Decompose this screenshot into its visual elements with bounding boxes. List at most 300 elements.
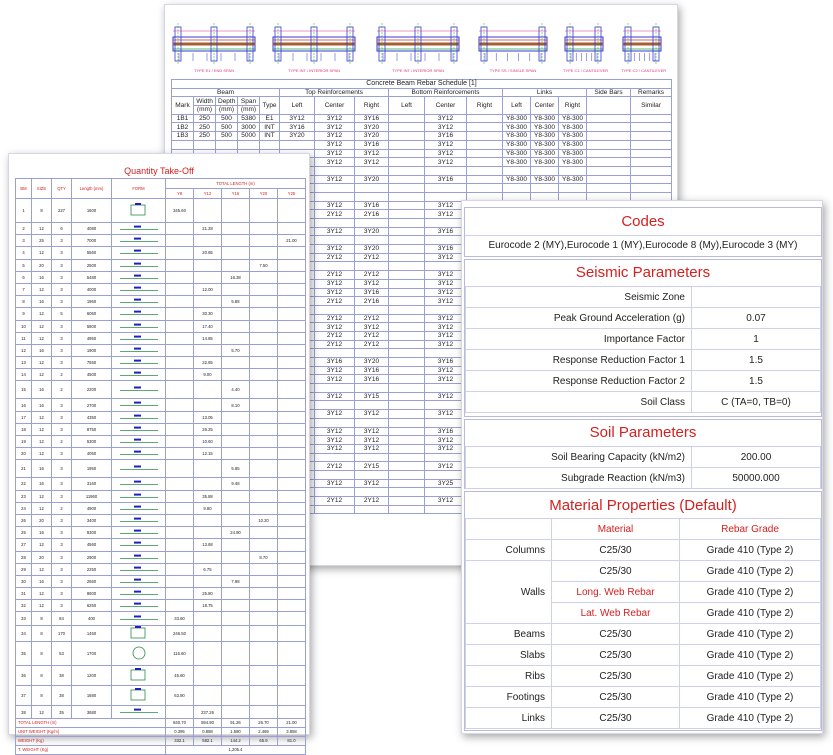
table-cell: Y8-300 <box>503 140 531 149</box>
beam-elevation-sketch <box>271 19 357 67</box>
table-cell: 38 <box>16 706 32 718</box>
table-cell: 3160 <box>72 478 112 490</box>
table-cell: 3 <box>52 296 72 308</box>
bar-shape-icon <box>112 308 166 318</box>
table-cell: 12 <box>32 448 52 460</box>
footer-value: 2.469 <box>250 727 278 736</box>
table-cell: Y8-300 <box>531 114 559 123</box>
table-cell <box>194 296 222 308</box>
table-cell: 8750 <box>72 423 112 435</box>
table-cell <box>250 642 278 666</box>
table-cell: 8 <box>16 296 32 308</box>
table-cell: 25.80 <box>194 588 222 600</box>
table-cell: 4900 <box>72 502 112 514</box>
table-cell: 9.00 <box>194 369 222 381</box>
table-cell <box>278 296 306 308</box>
table-cell: 2Y12 <box>355 340 389 349</box>
table-cell: 3Y12 <box>315 201 355 210</box>
table-cell <box>222 563 250 575</box>
table-cell: 3Y20 <box>355 132 389 141</box>
codes-title: Codes <box>621 213 665 230</box>
table-cell <box>278 600 306 612</box>
table-cell <box>389 349 425 358</box>
footer-row <box>16 745 306 754</box>
table-cell <box>250 490 278 502</box>
table-cell: 3Y12 <box>315 279 355 288</box>
table-cell <box>194 686 222 706</box>
seismic-title: Seismic Parameters <box>575 264 711 281</box>
table-cell: 2Y12 <box>315 462 355 471</box>
bar-shape-icon <box>112 686 166 704</box>
qto-col-form: FORM <box>112 179 166 199</box>
table-cell: 29 <box>16 563 32 575</box>
table-cell: 1200 <box>72 666 112 686</box>
table-cell: 3Y12 <box>425 314 467 323</box>
table-cell: 3Y16 <box>425 132 467 141</box>
table-cell: 2Y12 <box>315 497 355 506</box>
table-cell: 12 <box>32 423 52 435</box>
table-cell <box>166 600 194 612</box>
table-cell <box>222 539 250 551</box>
table-cell <box>222 259 250 271</box>
table-cell: 250 <box>194 123 216 132</box>
table-row <box>16 626 306 642</box>
table-cell <box>631 149 672 158</box>
grade-value: Grade 410 (Type 2) <box>680 687 821 708</box>
table-cell: 5000 <box>238 132 260 141</box>
bar-shape-sketch <box>112 320 166 332</box>
bar-shape-icon <box>112 381 166 397</box>
quantity-takeoff-title: Quantity Take-Off <box>124 166 194 176</box>
table-cell: 2Y12 <box>315 210 355 219</box>
table-cell <box>278 666 306 686</box>
table-cell <box>278 223 306 235</box>
table-cell <box>389 219 425 228</box>
table-cell: 250 <box>194 132 216 141</box>
table-cell: 12 <box>32 369 52 381</box>
table-row <box>16 332 306 344</box>
table-cell <box>250 575 278 587</box>
table-cell: 12 <box>16 344 32 356</box>
table-cell <box>278 527 306 539</box>
table-cell: 2700 <box>72 399 112 411</box>
grade-value: Grade 410 (Type 2) <box>680 645 821 666</box>
table-cell: 5800 <box>72 320 112 332</box>
footer-value: 332.1 <box>166 736 194 745</box>
table-cell <box>389 479 425 488</box>
table-cell: 27 <box>16 539 32 551</box>
table-cell: 15 <box>16 381 32 399</box>
table-cell <box>194 199 222 223</box>
footer-value: 582.1 <box>194 736 222 745</box>
table-cell: 3 <box>52 235 72 247</box>
table-cell: 3Y12 <box>425 410 467 419</box>
table-cell <box>315 505 355 514</box>
table-cell: 13.68 <box>194 539 222 551</box>
bar-shape-icon <box>112 321 166 331</box>
bar-shape-icon <box>112 436 166 446</box>
table-cell <box>389 271 425 280</box>
table-cell <box>389 462 425 471</box>
table-cell: 3 <box>16 235 32 247</box>
table-cell <box>355 470 389 479</box>
table-cell <box>467 114 503 123</box>
table-cell <box>194 642 222 666</box>
table-cell <box>166 563 194 575</box>
footer-value: 26.70 <box>250 718 278 727</box>
table-cell: 1900 <box>72 344 112 356</box>
table-cell <box>389 488 425 497</box>
table-cell <box>389 314 425 323</box>
bar-shape-sketch <box>112 344 166 356</box>
table-cell <box>250 448 278 460</box>
bar-shape-sketch <box>112 283 166 295</box>
table-cell: 21.00 <box>278 235 306 247</box>
table-cell <box>166 423 194 435</box>
table-cell: 3 <box>52 460 72 478</box>
table-cell <box>315 166 355 175</box>
bar-shape-icon <box>112 369 166 379</box>
table-cell <box>250 436 278 448</box>
table-cell <box>222 551 250 563</box>
table-cell: 1700 <box>72 642 112 666</box>
table-cell <box>166 308 194 320</box>
table-cell: 3Y12 <box>315 227 355 236</box>
material-value: C25/30 <box>552 624 680 645</box>
table-cell <box>278 332 306 344</box>
qto-col-y16: Y16 <box>222 189 250 199</box>
table-cell: Y8-300 <box>531 123 559 132</box>
table-cell: 2Y12 <box>315 271 355 280</box>
table-cell: Y8-300 <box>531 158 559 167</box>
table-cell <box>222 423 250 435</box>
table-cell: 2 <box>52 369 72 381</box>
table-cell: 20 <box>32 259 52 271</box>
table-cell <box>389 340 425 349</box>
table-cell: 2 <box>52 502 72 514</box>
table-cell: 3Y12 <box>315 375 355 384</box>
table-cell: 3Y12 <box>425 297 467 306</box>
table-cell <box>389 175 425 184</box>
table-row <box>172 114 672 123</box>
table-cell: 2Y12 <box>355 331 389 340</box>
beam-detail-drawings <box>171 19 671 77</box>
table-cell <box>222 283 250 295</box>
table-cell: 3Y20 <box>355 123 389 132</box>
table-cell: 8 <box>32 642 52 666</box>
table-cell: 12 <box>32 247 52 259</box>
table-cell <box>587 184 631 193</box>
table-cell <box>166 320 194 332</box>
table-cell <box>222 411 250 423</box>
table-cell: Y8-300 <box>531 149 559 158</box>
table-cell <box>389 384 425 393</box>
table-cell <box>250 612 278 626</box>
table-cell: 26 <box>16 514 32 526</box>
table-cell: 3Y12 <box>315 392 355 401</box>
table-cell <box>278 344 306 356</box>
bar-shape-sketch <box>112 411 166 423</box>
param-value: C (TA=0, TB=0) <box>692 392 821 413</box>
walls-long-web-rebar: Long. Web Rebar <box>552 582 680 603</box>
table-cell: 3Y12 <box>315 245 355 254</box>
table-cell <box>315 192 355 201</box>
table-cell <box>166 588 194 600</box>
table-cell <box>222 612 250 626</box>
table-cell: 21.28 <box>194 223 222 235</box>
table-cell: 12 <box>32 308 52 320</box>
table-cell <box>389 210 425 219</box>
table-cell: 22 <box>16 478 32 490</box>
quantity-takeoff-footer <box>16 718 306 754</box>
table-cell <box>222 600 250 612</box>
table-cell: 8 <box>32 626 52 642</box>
table-cell: 11960 <box>72 490 112 502</box>
footer-row <box>16 736 306 745</box>
table-cell: 2Y12 <box>355 314 389 323</box>
table-cell <box>355 184 389 193</box>
col-top-right: Right <box>355 97 389 114</box>
table-cell <box>166 296 194 308</box>
table-cell: 3Y12 <box>315 123 355 132</box>
side-bars-header: Side Bars <box>587 88 631 97</box>
table-cell <box>250 332 278 344</box>
table-cell: 1950 <box>72 460 112 478</box>
table-cell <box>216 140 238 149</box>
table-cell: 3Y20 <box>355 245 389 254</box>
table-cell: 3Y12 <box>355 410 389 419</box>
table-cell <box>166 539 194 551</box>
table-cell <box>250 223 278 235</box>
table-cell <box>278 448 306 460</box>
table-cell: 345.60 <box>166 199 194 223</box>
material-value: C25/30 <box>552 666 680 687</box>
columns-label: Columns <box>466 540 552 561</box>
param-value <box>692 287 821 308</box>
bar-shape-sketch <box>112 235 166 247</box>
table-cell <box>250 320 278 332</box>
table-cell: 1600 <box>72 199 112 223</box>
quantity-takeoff-table <box>15 178 306 755</box>
bar-shape-icon <box>112 448 166 458</box>
table-cell <box>389 262 425 271</box>
table-row <box>16 369 306 381</box>
table-cell: 4.40 <box>222 381 250 399</box>
table-cell: 3Y20 <box>355 175 389 184</box>
table-cell <box>315 262 355 271</box>
bar-shape-sketch <box>112 478 166 490</box>
table-cell <box>315 401 355 410</box>
table-cell <box>389 201 425 210</box>
table-cell: 3680 <box>72 706 112 718</box>
soil-table <box>465 446 821 489</box>
table-row <box>16 357 306 369</box>
table-cell <box>278 411 306 423</box>
table-cell <box>166 259 194 271</box>
bar-shape-icon <box>112 564 166 574</box>
quantity-takeoff-sheet <box>8 153 310 753</box>
table-cell <box>278 381 306 399</box>
table-cell <box>355 192 389 201</box>
table-cell <box>355 401 389 410</box>
footer-label: WEIGHT (Kg) <box>16 736 166 745</box>
table-cell <box>250 666 278 686</box>
col-width: Width <box>194 97 216 106</box>
table-cell <box>631 123 672 132</box>
param-label: Importance Factor <box>466 329 692 350</box>
table-row <box>16 436 306 448</box>
table-cell: 5 <box>52 308 72 320</box>
table-row <box>16 411 306 423</box>
table-cell <box>389 323 425 332</box>
bar-shape-sketch <box>112 436 166 448</box>
table-cell: 3 <box>52 575 72 587</box>
table-cell <box>194 575 222 587</box>
table-cell <box>425 184 467 193</box>
table-cell: 10 <box>16 320 32 332</box>
param-label: Peak Ground Acceleration (g) <box>466 308 692 329</box>
table-cell <box>531 184 559 193</box>
param-value: 1.5 <box>692 350 821 371</box>
table-cell <box>194 344 222 356</box>
table-cell: 3Y12 <box>315 444 355 453</box>
soil-section <box>464 419 822 489</box>
table-cell <box>238 140 260 149</box>
table-row <box>16 399 306 411</box>
beam-detail-drawing <box>477 19 549 73</box>
table-cell: 35 <box>16 642 32 666</box>
table-row <box>172 140 672 149</box>
table-cell <box>389 114 425 123</box>
table-cell: 3Y12 <box>315 436 355 445</box>
table-cell <box>467 158 503 167</box>
table-cell <box>222 490 250 502</box>
table-cell <box>389 358 425 367</box>
table-cell <box>166 247 194 259</box>
table-cell <box>389 149 425 158</box>
table-cell <box>194 527 222 539</box>
table-cell: 2 <box>16 223 32 235</box>
table-cell <box>631 166 672 175</box>
table-cell <box>222 235 250 247</box>
beam-detail-drawing <box>171 19 257 73</box>
param-row <box>466 287 821 308</box>
table-cell <box>389 453 425 462</box>
table-cell <box>166 344 194 356</box>
bar-shape-sketch <box>112 460 166 478</box>
param-value: 0.07 <box>692 308 821 329</box>
table-cell: 3 <box>52 247 72 259</box>
table-cell: 3Y12 <box>355 427 389 436</box>
table-cell <box>280 140 315 149</box>
table-cell: 8 <box>32 686 52 706</box>
table-cell: 3 <box>52 357 72 369</box>
table-cell: 4000 <box>72 283 112 295</box>
table-cell <box>250 527 278 539</box>
table-cell <box>222 320 250 332</box>
bar-shape-icon <box>112 478 166 488</box>
footer-label: UNIT WEIGHT (Kg/m) <box>16 727 166 736</box>
param-row <box>466 392 821 413</box>
table-cell <box>222 199 250 223</box>
table-cell <box>278 357 306 369</box>
table-cell: 6250 <box>72 600 112 612</box>
table-cell <box>467 184 503 193</box>
table-cell: 3Y12 <box>425 253 467 262</box>
table-cell: 3Y12 <box>315 427 355 436</box>
table-cell: E1 <box>260 114 280 123</box>
walls-label: Walls <box>466 561 552 624</box>
table-cell: 11 <box>16 332 32 344</box>
table-cell: 3Y12 <box>425 140 467 149</box>
element-label: Links <box>466 708 552 729</box>
table-cell <box>389 505 425 514</box>
table-cell <box>503 166 531 175</box>
bar-shape-sketch <box>112 514 166 526</box>
columns-grade: Grade 410 (Type 2) <box>680 540 821 561</box>
table-row <box>16 296 306 308</box>
table-cell <box>315 184 355 193</box>
table-cell <box>389 497 425 506</box>
table-row <box>16 490 306 502</box>
table-cell <box>166 223 194 235</box>
table-cell <box>467 123 503 132</box>
table-cell: 1B1 <box>172 114 194 123</box>
table-cell: 16.38 <box>222 271 250 283</box>
bar-shape-icon <box>112 527 166 537</box>
table-cell: 3Y12 <box>425 210 467 219</box>
bar-shape-icon <box>112 412 166 422</box>
table-cell: 3Y12 <box>355 479 389 488</box>
bar-shape-icon <box>112 515 166 525</box>
param-row <box>466 468 821 489</box>
table-cell <box>389 470 425 479</box>
table-cell: 4050 <box>72 448 112 460</box>
table-cell: 20.65 <box>194 247 222 259</box>
table-cell: 246.50 <box>166 626 194 642</box>
table-cell <box>222 514 250 526</box>
table-cell: 12 <box>32 502 52 514</box>
bar-shape-sketch <box>112 502 166 514</box>
table-cell <box>315 305 355 314</box>
table-cell: 28 <box>16 551 32 563</box>
table-cell: 2200 <box>72 381 112 399</box>
param-row <box>466 329 821 350</box>
table-cell <box>389 331 425 340</box>
table-cell <box>389 436 425 445</box>
table-cell: 53 <box>52 642 72 666</box>
table-cell: 3000 <box>238 123 260 132</box>
table-cell: 3Y12 <box>425 375 467 384</box>
table-cell: 12 <box>32 332 52 344</box>
table-cell <box>467 132 503 141</box>
table-cell: 8600 <box>72 588 112 600</box>
drawing-caption: TYPE C1 / CANTILEVER <box>563 68 609 73</box>
table-cell: 38 <box>52 686 72 706</box>
table-cell <box>250 600 278 612</box>
table-cell: 38 <box>52 666 72 686</box>
table-cell: 3 <box>52 539 72 551</box>
table-cell <box>250 626 278 642</box>
bar-shape-sketch <box>112 448 166 460</box>
material-row <box>466 624 821 645</box>
table-cell: Y8-300 <box>559 132 587 141</box>
table-row <box>16 271 306 283</box>
table-cell: 16 <box>32 344 52 356</box>
table-row <box>16 199 306 223</box>
table-cell: 170 <box>52 626 72 642</box>
table-row <box>16 247 306 259</box>
